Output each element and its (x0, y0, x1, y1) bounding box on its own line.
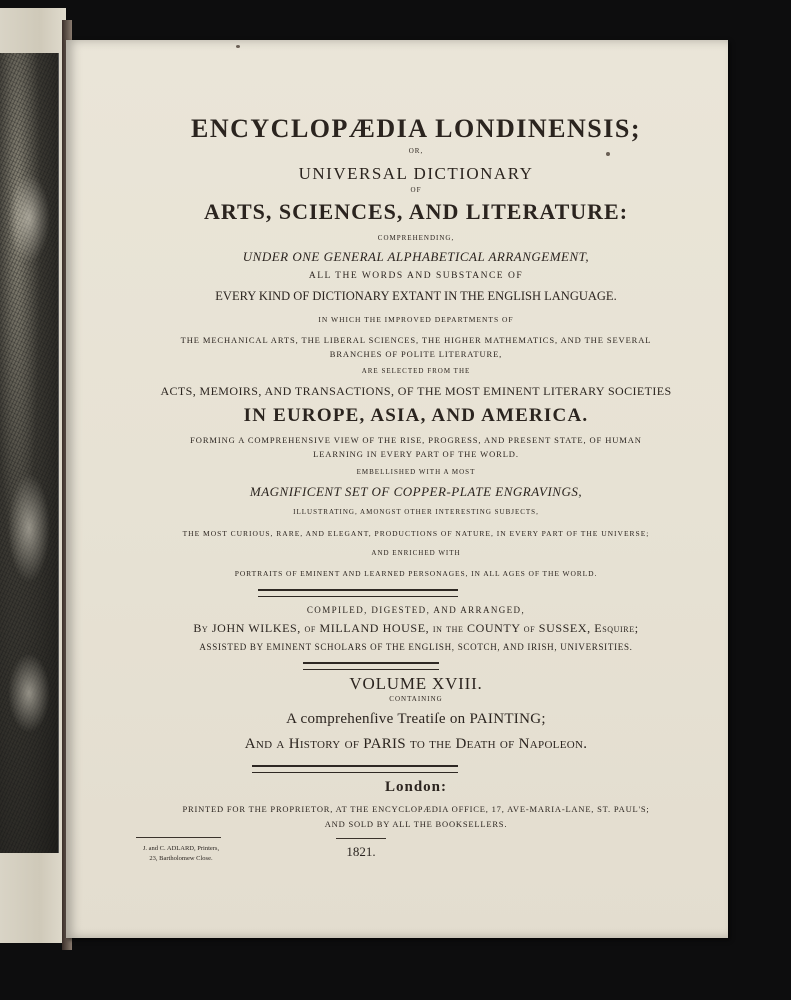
comprehending-text: COMPREHENDING, (377, 234, 455, 242)
acts-line: ACTS, MEMOIRS, AND TRANSACTIONS, OF THE MOST EMINENT LITERARY SOCIETIES (160, 384, 672, 398)
author-line: By JOHN WILKES, of MILLAND HOUSE, in the COUNTY of SUSSEX, Esquire; (193, 621, 639, 635)
foxing-spot (236, 45, 240, 48)
printer-rule (136, 837, 221, 838)
title-page (66, 40, 728, 938)
forming-line-2: LEARNING IN EVERY PART OF THE WORLD. (313, 449, 519, 459)
double-rule (252, 765, 458, 773)
printer-line-1: J. and C. ADLARD, Printers, (142, 845, 220, 852)
history-line: And a Hiſtory of PARIS to the Death of Napoleon. (244, 736, 588, 752)
plate-highlight (8, 473, 50, 583)
engravings-line: MAGNIFICENT SET OF COPPER-PLATE ENGRAVINGS, (249, 484, 583, 499)
illustrating-line: ILLUSTRATING, AMONGST OTHER INTERESTING SUBJECTS, (293, 508, 539, 516)
continents-line: IN EUROPE, ASIA, AND AMERICA. (243, 405, 589, 426)
curious-line: THE MOST CURIOUS, RARE, AND ELEGANT, PRODUCTIONS OF NATURE, IN EVERY PART OF THE UNIVERSE; (182, 529, 650, 538)
departments-line-1: THE MECHANICAL ARTS, THE LIBERAL SCIENCES, THE HIGHER MATHEMATICS, AND THE SEVERAL (180, 335, 652, 345)
engraved-frontispiece (0, 53, 59, 853)
portraits-line: PORTRAITS OF EMINENT AND LEARNED PERSONAGES, IN ALL AGES OF THE WORLD. (234, 569, 598, 578)
all-words-line: ALL THE WORDS AND SUBSTANCE OF (308, 271, 524, 281)
containing-line: CONTAINING (389, 695, 443, 703)
departments-line-2: BRANCHES OF POLITE LITERATURE, (329, 349, 503, 359)
printed-line-2: AND SOLD BY ALL THE BOOKSELLERS. (324, 819, 508, 829)
plate-highlight (8, 173, 50, 263)
year-rule (336, 838, 386, 839)
double-rule (258, 589, 458, 597)
compiled-line: COMPILED, DIGESTED, AND ARRANGED, (306, 605, 526, 615)
double-rule (303, 662, 439, 670)
arrangement-line: UNDER ONE GENERAL ALPHABETICAL ARRANGEMENT, (242, 249, 590, 264)
facing-page (0, 8, 66, 943)
assisted-line: ASSISTED BY EMINENT SCHOLARS OF THE ENGLISH, SCOTCH, AND IRISH, UNIVERSITIES. (199, 642, 633, 652)
of-text: OF (410, 186, 422, 194)
subject-line: ARTS, SCIENCES, AND LITERATURE: (203, 199, 629, 224)
treatise-line: A comprehenſive Treatiſe on PAINTING; (286, 711, 546, 727)
embellished-line: EMBELLISHED WITH A MOST (356, 468, 476, 476)
plate-highlight (8, 653, 50, 733)
forming-line-1: FORMING A COMPREHENSIVE VIEW OF THE RISE, PROGRESS, AND PRESENT STATE, OF HUMAN (190, 435, 642, 445)
or-text: OR, (408, 147, 424, 155)
volume-line: VOLUME XVIII. (349, 674, 483, 693)
every-kind-line: EVERY KIND OF DICTIONARY EXTANT IN THE ENGLISH LANGUAGE. (215, 289, 617, 303)
place-line: London: (384, 779, 448, 795)
printer-line-2: 23, Bartholomew Close. (149, 855, 213, 862)
printed-line-1: PRINTED FOR THE PROPRIETOR, AT THE ENCYCLOPÆDIA OFFICE, 17, AVE-MARIA-LANE, ST. PAUL'S; (182, 804, 650, 814)
year: 1821. (346, 844, 376, 859)
improved-line: IN WHICH THE IMPROVED DEPARTMENTS OF (318, 315, 514, 324)
main-title: ENCYCLOPÆDIA LONDINENSIS; (191, 114, 641, 143)
selected-line: ARE SELECTED FROM THE (361, 367, 471, 375)
subtitle: UNIVERSAL DICTIONARY (298, 164, 534, 183)
enriched-line: AND ENRICHED WITH (371, 549, 461, 557)
